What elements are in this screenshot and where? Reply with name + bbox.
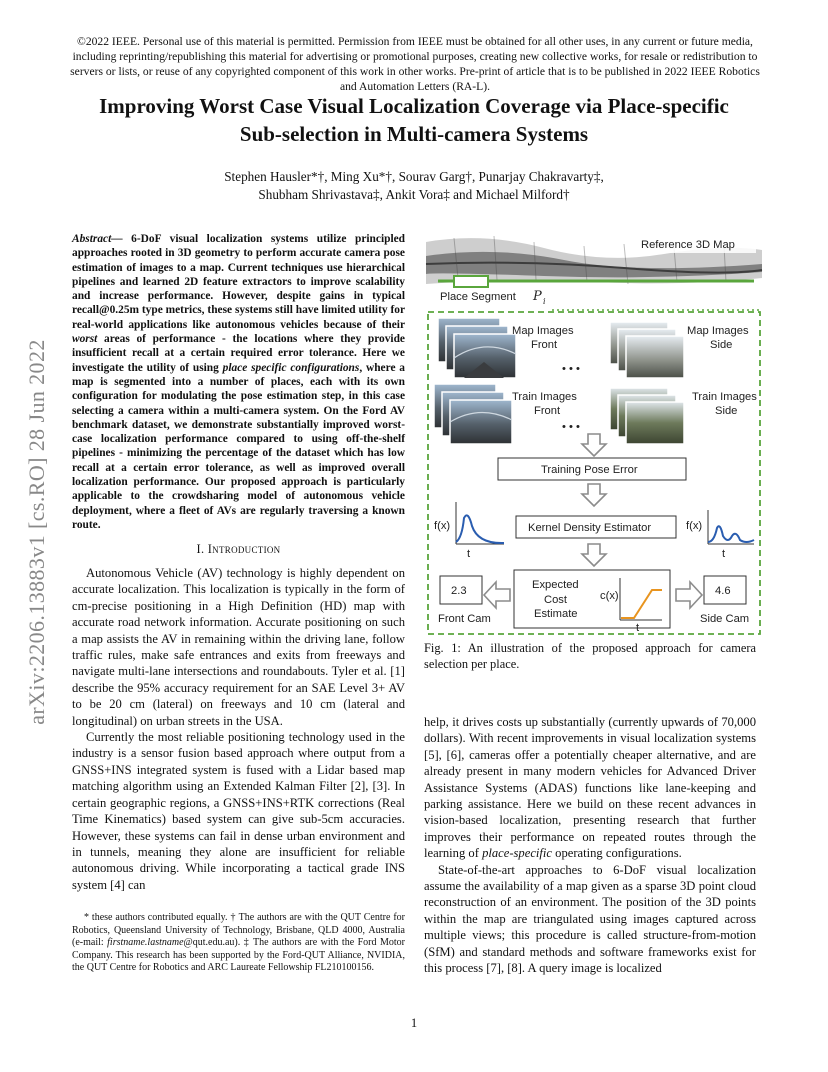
footnote-text-b: @qut.edu.au). ‡ The authors are with the Ford Motor Company. This research has been supported by the Ford-QUT Alliance, NVIDIA, the QUT Centre for Robotics and ARC Laureate Fellowship FL210100156. <box>72 937 405 974</box>
footnote-text-a: * these authors contributed equally. † The authors are with the QUT Centre for Robotics, Queensland University of Technology, Brisbane, QLD 4000, Australia (e-mail: <box>72 912 405 949</box>
train-images-side-sub: Side <box>715 405 738 417</box>
section-title: Introduction <box>207 542 281 556</box>
side-cam-label: Side Cam <box>700 613 750 625</box>
abstract-text-c: , where a map is segmented into a number of places, each with its own configuration for modulating the pose estimation step, in this case selecting a camera within a multi-camera system. On the Ford AV benchmark dataset, we demonstrate substantially improved worst-case localization performance compared to using off-the-shelf pipelines - minimizing the percentage of the dataset which has low recall at a certain error tolerance, as well as improved overall localization performance. Our proposed approach is particularly applicable to the crowdsharing model of autonomous vehicle deployment, where a fleet of AVs are regularly traversing a known route. <box>72 361 405 531</box>
left-density-plot <box>456 502 504 544</box>
front-cam-value: 2.3 <box>451 585 467 597</box>
training-pose-error-label: Training Pose Error <box>541 464 638 476</box>
abstract-text-a: 6-DoF visual localization systems utilize principled approaches rooted in 3D geometry to perform accurate camera pose estimation of images to a map. Current techniques use hierarchical pipelines and learned 2D feature extractors to improve scalability and increase performance. However, despite gains in typical recall@0.25m type metrics, these systems still have limited utility for real-world applications like autonomous vehicles because of their <box>72 233 405 331</box>
train-images-front-title: Train Images <box>512 391 577 403</box>
copyright-notice: ©2022 IEEE. Personal use of this material is permitted. Permission from IEEE must be obtained for all other uses, in any current or future media, including reprinting/republishing this material for advertising or promotional purposes, creating new collective works, for resale or redistribution to servers or lists, or reuse of any copyrighted component of this work in other works. Pre-print of article that is to be published in 2022 IEEE Robotics and Automation Letters (RA-L). <box>70 35 760 93</box>
train-images-side-title: Train Images <box>692 391 757 403</box>
train-images-front-stack <box>434 384 512 444</box>
ellipsis-train: • • • <box>562 421 580 433</box>
train-images-front-sub: Front <box>534 405 561 417</box>
right-fx-label: f(x) <box>686 520 703 532</box>
place-segment-label: Place Segment <box>440 291 516 303</box>
abstract-worst: worst <box>72 333 98 346</box>
map-images-side-title: Map Images <box>687 325 749 337</box>
authors-line-2: Shubham Shrivastava‡, Ankit Vora‡ and Michael Milford† <box>258 187 570 202</box>
kde-label: Kernel Density Estimator <box>528 522 652 534</box>
right-t-label: t <box>722 548 726 560</box>
reference-map-label: Reference 3D Map <box>641 239 735 251</box>
authors-line-1: Stephen Hausler*†, Ming Xu*†, Sourav Garg†, Punarjay Chakravarty‡, <box>224 169 604 184</box>
intro-paragraph-2: Currently the most reliable positioning technology used in the industry is a sensor fusion based approach where output from a GNSS+INS integrated system is fused with a Lidar based map matching algorithm using an Extended Kalman Filter [2], [3]. In certain geographic regions, a GNSS+INS+RTK corrections (Real Time Kinematics) based system can give sub-5cm accuracies. However, these systems can fail in dense urban environment and in tunnels, meaning they alone are insufficient for reliable autonomous driving. While incorporating a tactical grade INS system [4] can <box>72 730 405 892</box>
footnote-email: firstname.lastname <box>107 937 184 949</box>
page-number: 1 <box>410 1016 418 1030</box>
right-paragraph-1-italic: place-specific <box>482 846 552 861</box>
arrow-down-2 <box>582 484 606 506</box>
side-cam-value: 4.6 <box>715 585 731 597</box>
map-images-front-sub: Front <box>531 339 558 351</box>
place-subscript: i <box>543 297 546 306</box>
ellipsis-map: • • • <box>562 363 580 375</box>
arxiv-stamp: arXiv:2206.13883v1 [cs.RO] 28 Jun 2022 <box>24 339 49 725</box>
expected-label-2: Cost <box>544 594 568 606</box>
arrow-left <box>484 582 510 608</box>
abstract <box>72 232 405 532</box>
abstract-psc: place specific configurations <box>222 361 360 374</box>
expected-label-1: Expected <box>532 579 579 591</box>
arrow-down-3 <box>582 544 606 566</box>
figure-caption: Fig. 1: An illustration of the proposed approach for camera selection per place. <box>424 641 756 671</box>
right-paragraph-2: State-of-the-art approaches to 6-DoF visual localization assume the availability of a map given as a sparse 3D point cloud reconstruction of an environment. The position of the 3D points within the map are triangulated using images captured across multiple views; this procedure is called structure-from-motion (SfM) and standard methods and software frameworks exist for this process [7], [8]. A query image is localized <box>424 862 756 976</box>
section-number: I. <box>196 542 208 556</box>
map-images-front-title: Map Images <box>512 325 574 337</box>
abstract-label: Abstract— <box>72 233 123 245</box>
arrow-right <box>676 582 702 608</box>
place-symbol: P <box>533 289 542 304</box>
paper-title <box>60 92 768 148</box>
title-line-1: Improving Worst Case Visual Localization Coverage via Place-specific <box>99 94 729 118</box>
abstract-text-b: areas of performance - the locations where they provide insufficient recall at a certain required error tolerance. Here we investigate the utility of using <box>72 333 405 374</box>
right-density-plot <box>708 510 754 544</box>
train-images-side-stack <box>610 388 684 444</box>
front-cam-label: Front Cam <box>438 613 491 625</box>
cost-t-label: t <box>636 622 640 634</box>
expected-label-3: Estimate <box>534 608 578 620</box>
place-segment-marker <box>454 276 488 287</box>
right-paragraph-1-end: operating configurations. <box>552 846 682 861</box>
map-images-side-stack <box>610 322 684 378</box>
right-column-text <box>424 714 756 977</box>
title-line-2: Sub-selection in Multi-camera Systems <box>239 122 589 146</box>
cx-label: c(x) <box>600 590 619 602</box>
right-paragraph-1: help, it drives costs up substantially (currently upwards of 70,000 dollars). With recent improvements in visual localization systems [5], [6], cameras offer a potentially cheaper alternative, and are already present in many modern vehicles for Advanced Driver Assistance Systems (ADAS) functions like lane-keeping and parking assistance. Here we build on these recent advances in vision-based localization, presenting research that further improves their performance on repeated routes through the learning of <box>424 715 756 861</box>
arrow-down-1 <box>582 434 606 456</box>
map-images-side-sub: Side <box>710 339 733 351</box>
intro-paragraph-1: Autonomous Vehicle (AV) technology is highly dependent on accurate localization. This localization is typically in the form of cm-precise positioning in a High Definition (HD) map with accurate road network information. Accurate positioning on such a map assists the AV in remaining within the driving lane, follow traffic rules, make safe entrances and exits from freeways and navigate multi-lane intersections and roundabouts. Tyler et al. [1] describe the 95% accuracy requirement for an SAE Level 3+ AV to be 20 cm (lateral) on freeways and 10 cm (lateral and longitudinal) on urban streets in the USA. <box>72 566 405 728</box>
left-fx-label: f(x) <box>434 520 451 532</box>
footnote <box>72 912 405 975</box>
left-t-label: t <box>467 548 471 560</box>
introduction-text <box>72 565 405 893</box>
section-heading-introduction <box>72 542 405 557</box>
map-images-front-stack <box>438 318 516 378</box>
figure-1-diagram <box>424 226 764 636</box>
author-list <box>120 168 708 204</box>
